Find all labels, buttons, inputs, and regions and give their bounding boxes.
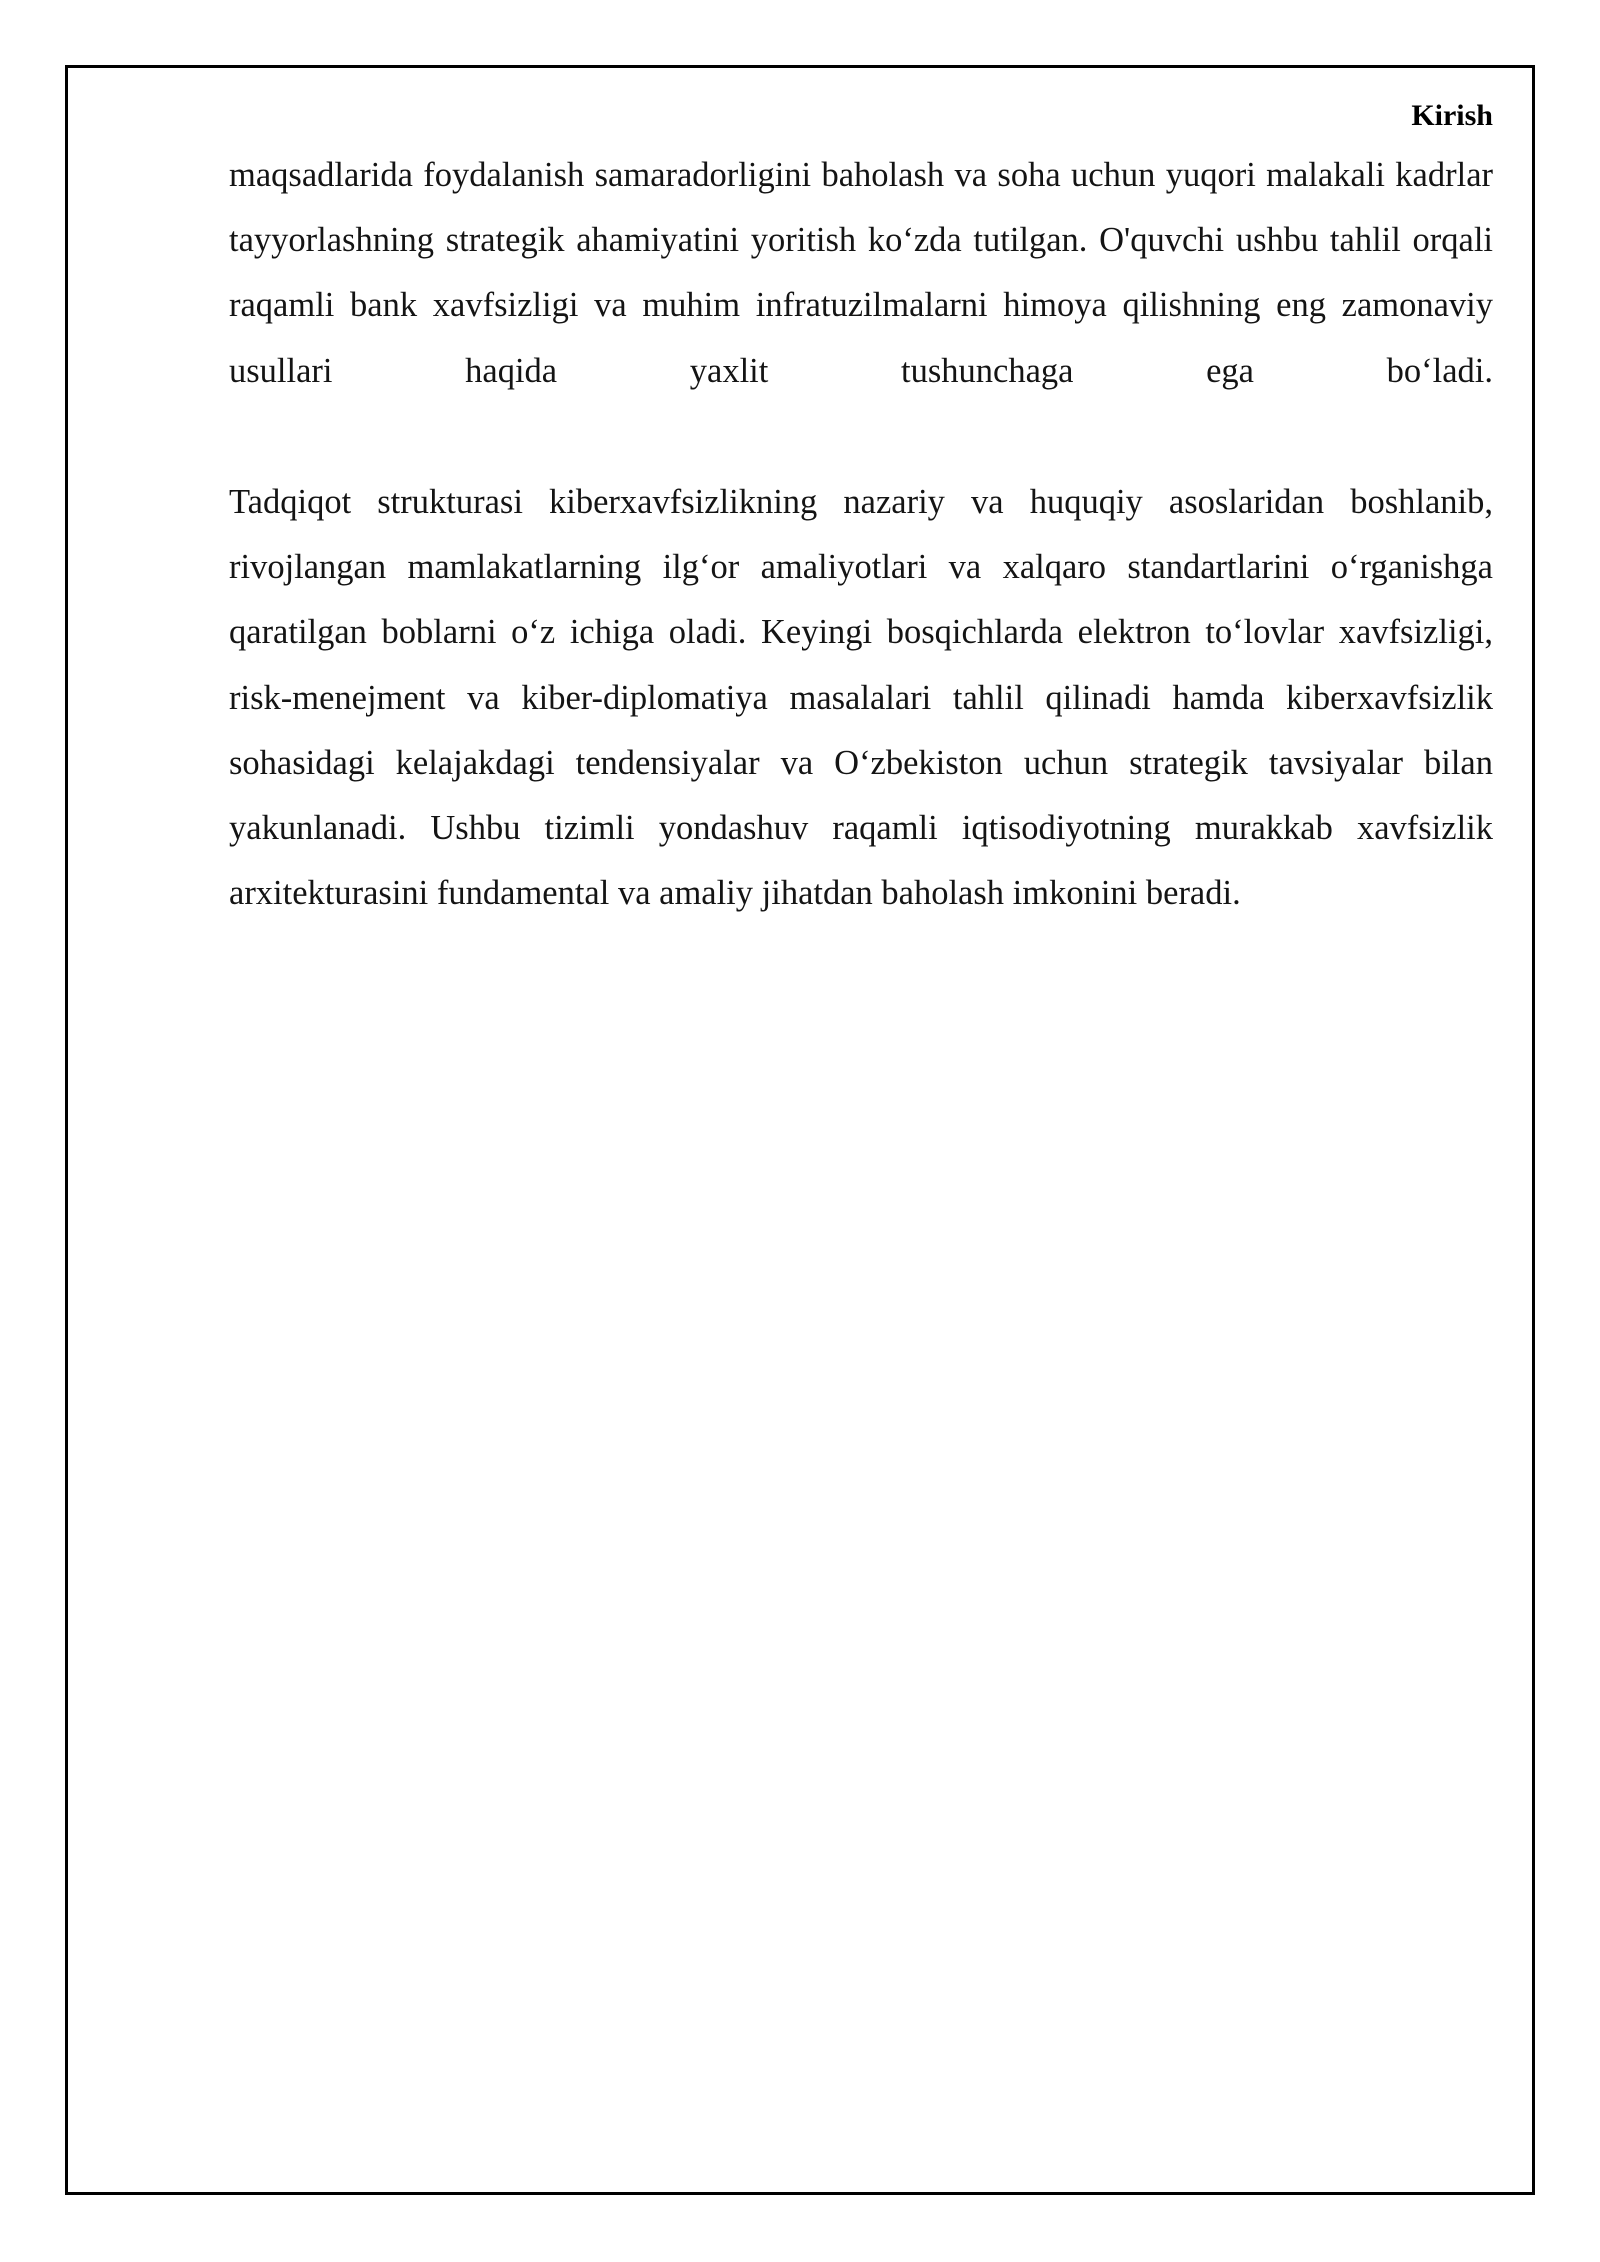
section-header: Kirish <box>1411 99 1493 132</box>
body-paragraph-2: Tadqiqot strukturasi kiberxavfsizlikning nazariy va huquqiy asoslaridan boshlanib, rivojlangan mamlakatlarning ilgʻor amaliyotlari va xalqaro standartlarini oʻrganishga qaratilgan boblarni oʻz ichiga oladi. Keyingi bosqichlarda elektron toʻlovlar xavfsizligi, risk-menejment va kiber-diplomatiya masalalari tahlil qilinadi hamda kiberxavfsizlik sohasidagi kelajakdagi tendensiyalar va Oʻzbekiston uchun strategik tavsiyalar bilan yakunlanadi. Ushbu tizimli yondashuv raqamli iqtisodiyotning murakkab xavfsizlik arxitekturasini fundamental va amaliy jihatdan baholash imkonini beradi. <box>229 483 1493 913</box>
body-paragraph-1: maqsadlarida foydalanish samaradorligini baholash va soha uchun yuqori malakali kadrlar tayyorlashning strategik ahamiyatini yoritish koʻzda tutilgan. O'quvchi ushbu tahlil orqali raqamli bank xavfsizligi va muhim infratuzilmalarni himoya qilishning eng zamonaviy usullari haqida yaxlit tushunchaga ega boʻladi. <box>229 156 1493 390</box>
